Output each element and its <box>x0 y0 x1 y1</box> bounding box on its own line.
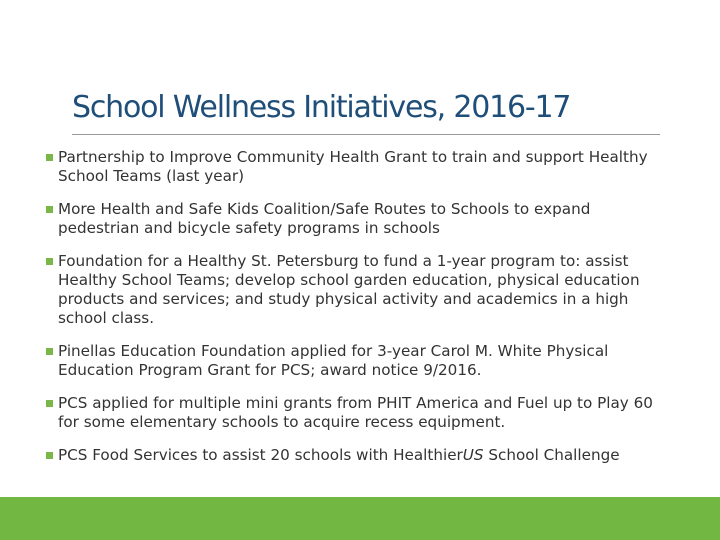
square-bullet-icon <box>46 258 53 265</box>
bullet-item <box>46 342 676 380</box>
square-bullet-icon <box>46 400 53 407</box>
bullet-item <box>46 252 676 328</box>
square-bullet-icon <box>46 452 53 459</box>
title-divider <box>72 134 660 135</box>
square-bullet-icon <box>46 348 53 355</box>
square-bullet-icon <box>46 154 53 161</box>
bullet-item <box>46 446 676 465</box>
bullet-text-start: PCS Food Services to assist 20 schools with Healthier <box>58 446 463 464</box>
bullet-text: More Health and Safe Kids Coalition/Safe Routes to Schools to expand pedestrian and bicycle safety programs in schools <box>58 200 591 237</box>
bullet-item <box>46 200 676 238</box>
bullet-text: Pinellas Education Foundation applied for 3-year Carol M. White Physical Education Program Grant for PCS; award notice 9/2016. <box>58 342 609 379</box>
square-bullet-icon <box>46 206 53 213</box>
bullet-text: Partnership to Improve Community Health Grant to train and support Healthy School Teams (last year) <box>58 148 648 185</box>
bullet-list <box>46 148 676 479</box>
bottom-accent-bar <box>0 497 720 540</box>
bullet-item <box>46 394 676 432</box>
bullet-text-emphasis: US <box>462 446 484 464</box>
bullet-item <box>46 148 676 186</box>
bullet-text-end: School Challenge <box>483 446 620 464</box>
slide-title: School Wellness Initiatives, 2016-17 <box>72 90 571 125</box>
bullet-text: Foundation for a Healthy St. Petersburg to fund a 1-year program to: assist Healthy School Teams; develop school garden education, physical education products and services; and study physical activity and academics in a high school class. <box>58 252 640 327</box>
bullet-text: PCS applied for multiple mini grants from PHIT America and Fuel up to Play 60 for some elementary schools to acquire recess equipment. <box>58 394 653 431</box>
